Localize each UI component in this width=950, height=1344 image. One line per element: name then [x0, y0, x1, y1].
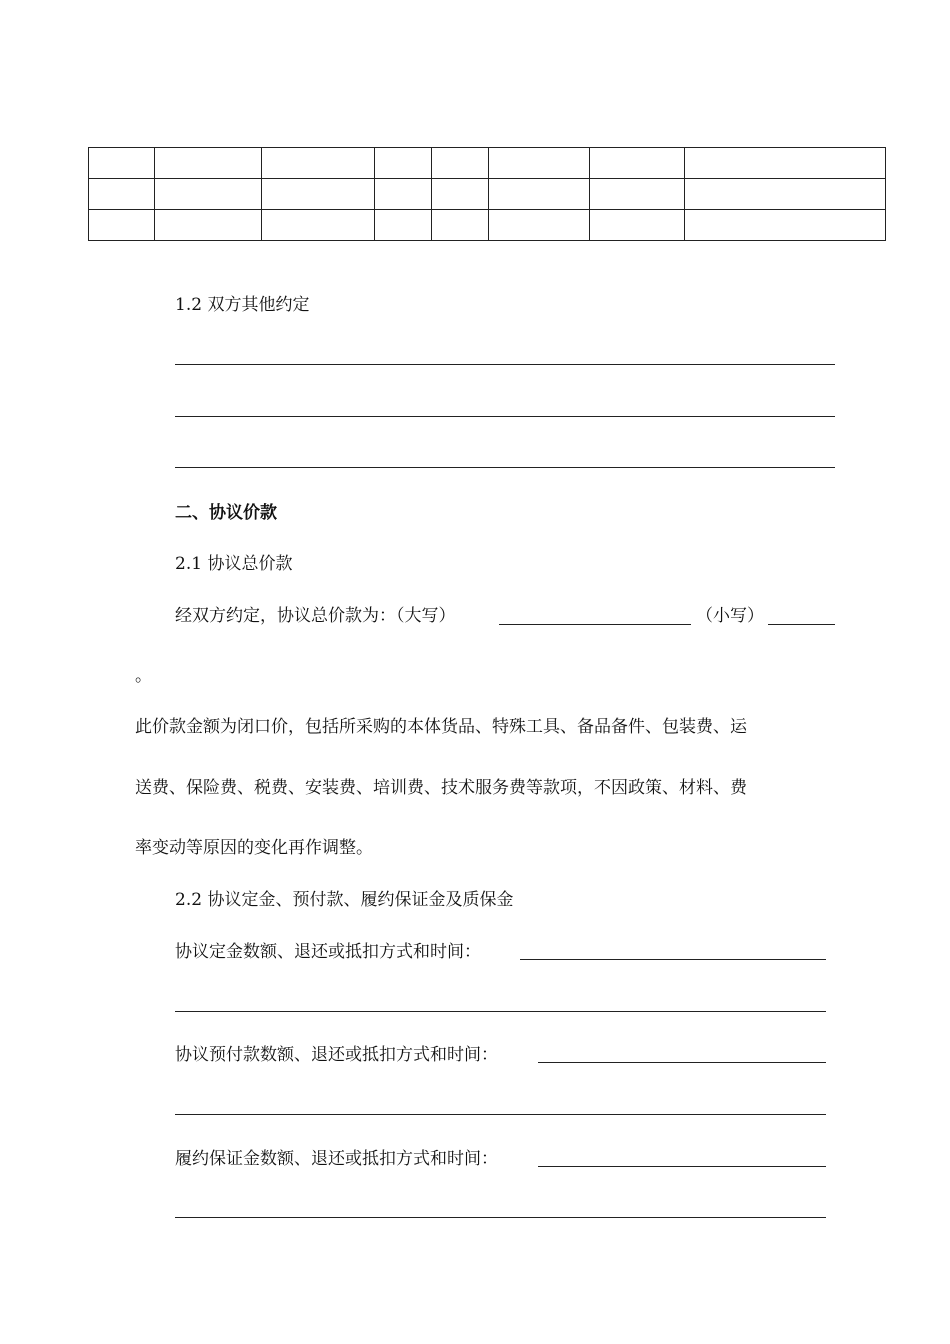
table-cell[interactable]	[89, 179, 155, 210]
table-cell[interactable]	[590, 210, 685, 241]
table-cell[interactable]	[375, 148, 432, 179]
table-cell[interactable]	[262, 179, 375, 210]
table-cell[interactable]	[375, 210, 432, 241]
table-cell[interactable]	[155, 179, 262, 210]
performance-bond-label: 履约保证金数额、退还或抵扣方式和时间：	[175, 1149, 498, 1169]
table-cell[interactable]	[155, 210, 262, 241]
items-table	[88, 147, 886, 241]
other-agreement-line-3[interactable]	[175, 467, 835, 468]
table-cell[interactable]	[262, 148, 375, 179]
other-agreement-line-2[interactable]	[175, 416, 835, 417]
price-sentence: 经双方约定，协议总价款为：（大写）	[175, 606, 456, 626]
table-cell[interactable]	[432, 148, 489, 179]
table-cell[interactable]	[489, 179, 590, 210]
table-cell[interactable]	[89, 210, 155, 241]
table-cell[interactable]	[590, 179, 685, 210]
price-lowercase-label: （小写）	[696, 606, 764, 626]
section-2-2-heading: 2.2 协议定金、预付款、履约保证金及质保金	[175, 890, 514, 910]
table-cell[interactable]	[432, 210, 489, 241]
table-cell[interactable]	[432, 179, 489, 210]
prepayment-field-line-2[interactable]	[175, 1114, 826, 1115]
price-uppercase-field[interactable]	[499, 624, 691, 625]
table-cell[interactable]	[489, 148, 590, 179]
price-lowercase-field[interactable]	[768, 624, 835, 625]
table-cell[interactable]	[685, 148, 886, 179]
table-cell[interactable]	[685, 210, 886, 241]
table-cell[interactable]	[89, 148, 155, 179]
prepayment-label: 协议预付款数额、退还或抵扣方式和时间：	[175, 1045, 498, 1065]
other-agreement-line-1[interactable]	[175, 364, 835, 365]
section-2-1-heading: 2.1 协议总价款	[175, 554, 293, 574]
price-paragraph-line-2: 送费、保险费、税费、安装费、培训费、技术服务费等款项，不因政策、材料、费	[135, 778, 747, 798]
table-cell[interactable]	[262, 210, 375, 241]
table-cell[interactable]	[685, 179, 886, 210]
price-paragraph-line-3: 率变动等原因的变化再作调整。	[135, 838, 373, 858]
table-row	[89, 148, 886, 179]
section-1-2-heading: 1.2 双方其他约定	[175, 295, 310, 315]
performance-bond-field[interactable]	[538, 1166, 826, 1167]
table-cell[interactable]	[590, 148, 685, 179]
section-2-heading: 二、协议价款	[175, 503, 277, 523]
table-cell[interactable]	[489, 210, 590, 241]
price-paragraph-line-1: 此价款金额为闭口价，包括所采购的本体货品、特殊工具、备品备件、包装费、运	[135, 717, 747, 737]
table-cell[interactable]	[375, 179, 432, 210]
deposit-field[interactable]	[520, 959, 826, 960]
table-cell[interactable]	[155, 148, 262, 179]
period-mark: 。	[135, 666, 152, 686]
table-row	[89, 210, 886, 241]
deposit-label: 协议定金数额、退还或抵扣方式和时间：	[175, 942, 481, 962]
table-row	[89, 179, 886, 210]
performance-bond-field-line-2[interactable]	[175, 1217, 826, 1218]
deposit-field-line-2[interactable]	[175, 1011, 826, 1012]
prepayment-field[interactable]	[538, 1062, 826, 1063]
